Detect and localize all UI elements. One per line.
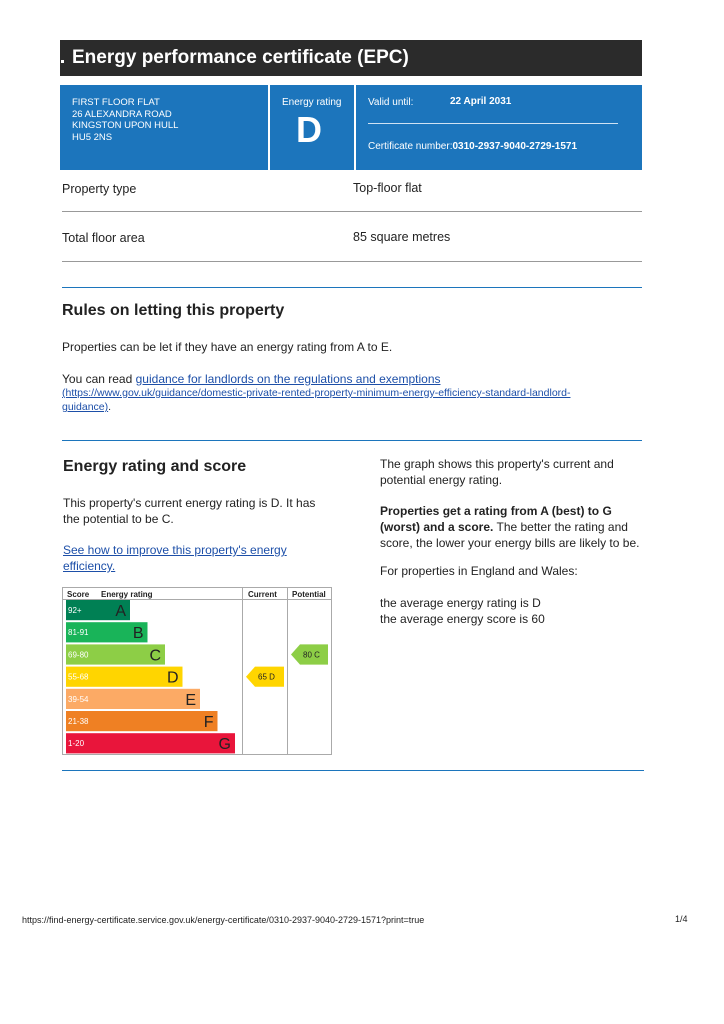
letting-guidance bbox=[62, 371, 622, 387]
band-bar bbox=[66, 711, 218, 731]
divider bbox=[354, 85, 356, 170]
improve-link-block bbox=[63, 542, 287, 574]
bullet-dot bbox=[61, 60, 64, 63]
text-line: The better the rating and bbox=[493, 520, 628, 534]
guidance-url-link[interactable]: (https://www.gov.uk/guidance/domestic-private-rented-property-minimum-energy-efficiency-standard-landlord- bbox=[62, 387, 571, 399]
text-line: the potential to be C. bbox=[63, 512, 174, 526]
text-line: score, the lower your energy bills are likely to be. bbox=[380, 536, 640, 550]
guidance-prefix: You can read bbox=[62, 372, 136, 386]
property-address bbox=[72, 97, 178, 143]
band-letter: A bbox=[115, 603, 126, 620]
valid-until-label: Valid until: bbox=[368, 97, 414, 108]
address-line: 26 ALEXANDRA ROAD bbox=[72, 108, 172, 120]
band-range: 21-38 bbox=[68, 717, 89, 726]
section-divider bbox=[62, 440, 642, 441]
guidance-suffix: . bbox=[108, 401, 112, 413]
divider bbox=[268, 85, 270, 170]
band-letter: G bbox=[218, 736, 231, 754]
energy-rating-letter: D bbox=[296, 109, 322, 150]
band-letter: C bbox=[149, 647, 161, 665]
property-type-value: Top-floor flat bbox=[353, 181, 422, 195]
address-line: KINGSTON UPON HULL bbox=[72, 120, 179, 131]
average-rating: the average energy rating is D bbox=[380, 596, 541, 610]
divider bbox=[62, 261, 642, 262]
floor-area-value: 85 square metres bbox=[353, 230, 451, 244]
band-bar bbox=[66, 733, 235, 753]
page-title: Energy performance certificate (EPC) bbox=[72, 47, 409, 68]
score-header: Score bbox=[67, 590, 90, 599]
improve-efficiency-link[interactable]: efficiency. bbox=[63, 559, 116, 573]
current-rating-label: 65 D bbox=[258, 672, 275, 682]
band-range: 81-91 bbox=[68, 628, 89, 638]
summary-box bbox=[60, 85, 642, 170]
band-letter: E bbox=[185, 691, 196, 709]
section-divider bbox=[62, 770, 644, 771]
certificate-label: Certificate number: bbox=[368, 141, 453, 152]
footer-url: https://find-energy-certificate.service.gov.uk/energy-certificate/0310-2937-9040-2729-1571?print=true bbox=[22, 915, 425, 925]
letting-heading: Rules on letting this property bbox=[62, 302, 285, 319]
valid-until-date: 22 April 2031 bbox=[450, 96, 512, 107]
current-header: Current bbox=[248, 590, 277, 599]
averages bbox=[380, 595, 545, 627]
header-bar bbox=[60, 40, 642, 76]
england-wales-text: For properties in England and Wales: bbox=[380, 564, 578, 578]
epc-chart bbox=[62, 587, 332, 755]
text-line: The graph shows this property's current and bbox=[380, 457, 614, 471]
divider bbox=[368, 123, 618, 124]
text-line: This property's current energy rating is D. It has bbox=[63, 496, 316, 510]
address-line: FIRST FLOOR FLAT bbox=[72, 97, 160, 108]
band-letter: B bbox=[132, 625, 144, 643]
section-divider bbox=[62, 287, 642, 288]
energy-rating-label: Energy rating bbox=[282, 97, 342, 108]
potential-rating-label: 80 C bbox=[303, 650, 320, 660]
band-range: 1-20 bbox=[68, 739, 85, 749]
address-line: HU5 2NS bbox=[72, 131, 113, 143]
band-range: 39-54 bbox=[68, 694, 89, 704]
energy-heading: Energy rating and score bbox=[63, 458, 247, 475]
current-rating-text bbox=[63, 495, 315, 527]
improve-efficiency-link[interactable]: See how to improve this property's energy bbox=[63, 543, 287, 557]
page-number: 1/4 bbox=[675, 914, 688, 924]
guidance-url-link[interactable]: guidance) bbox=[62, 401, 109, 413]
guidance-url bbox=[62, 386, 622, 414]
band-range: 92+ bbox=[68, 606, 82, 615]
rating-header: Energy rating bbox=[101, 590, 153, 599]
graph-description bbox=[380, 456, 645, 488]
epc-bars bbox=[63, 588, 331, 754]
band-range: 69-80 bbox=[68, 650, 89, 660]
bold-text: Properties get a rating from A (best) to G bbox=[380, 504, 612, 518]
letting-paragraph: Properties can be let if they have an energy rating from A to E. bbox=[62, 340, 393, 354]
divider bbox=[62, 211, 642, 212]
bold-text: (worst) and a score. bbox=[380, 520, 494, 534]
potential-header: Potential bbox=[292, 590, 326, 599]
certificate-value: 0310-2937-9040-2729-1571 bbox=[452, 141, 578, 152]
band-letter: D bbox=[166, 669, 179, 687]
rating-explanation bbox=[380, 503, 648, 551]
band-letter: F bbox=[203, 714, 214, 731]
property-type-label: Property type bbox=[62, 182, 137, 196]
guidance-link[interactable]: guidance for landlords on the regulations and exemptions bbox=[135, 372, 441, 386]
certificate-number bbox=[368, 141, 577, 152]
average-score: the average energy score is 60 bbox=[380, 612, 545, 626]
text-line: potential energy rating. bbox=[380, 473, 503, 487]
floor-area-label: Total floor area bbox=[62, 231, 145, 245]
band-range: 55-68 bbox=[68, 672, 89, 682]
